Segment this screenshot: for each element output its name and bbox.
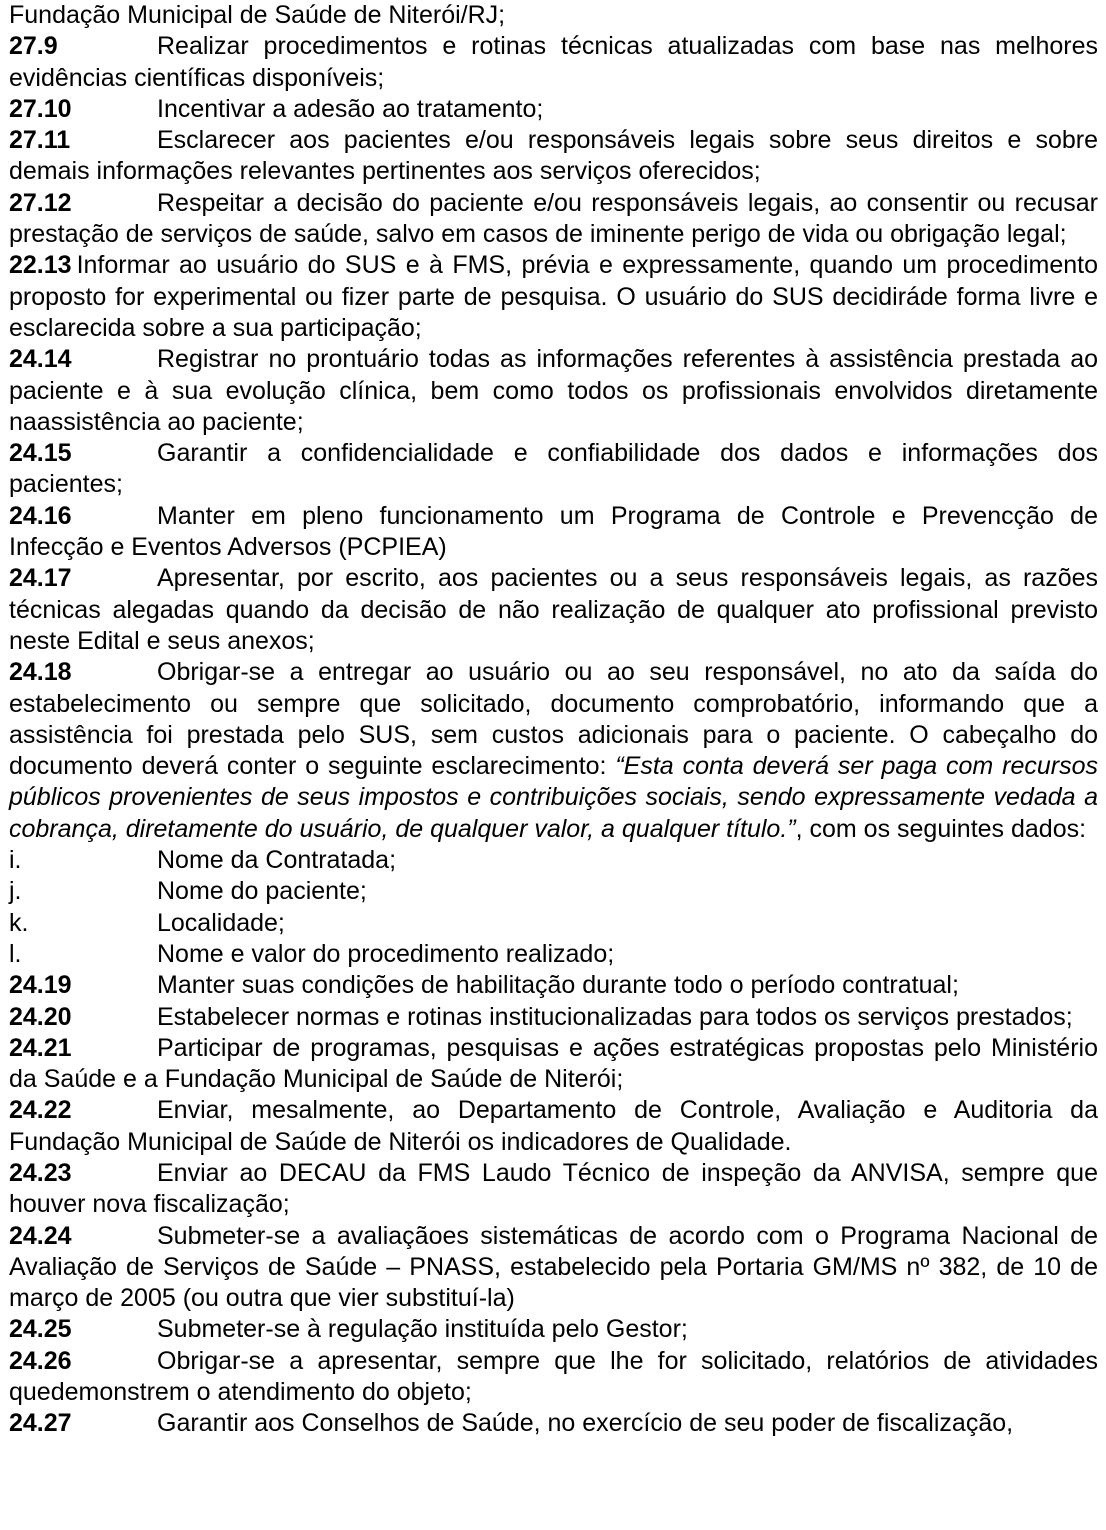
clause-number: 24.27 <box>9 1409 72 1438</box>
clause-quote: “Esta conta deverá ser paga com recursos públicos provenientes de seus impostos e contribuições sociais, sendo expressamente vedada a cobrança, diretamente do usuário, de qualquer valor, a qualquer título.” <box>9 752 1098 843</box>
continuation-line: Fundação Municipal de Saúde de Niterói/RJ; <box>9 1 506 29</box>
sub-item-j <box>9 876 1098 907</box>
clause-text: Incentivar a adesão ao tratamento; <box>157 94 544 123</box>
clause-text: Realizar procedimentos e rotinas técnicas atualizadas com base nas melhores evidências científicas disponíveis; <box>9 32 1098 92</box>
clause-number: 24.23 <box>9 1158 72 1187</box>
sub-item-letter: j. <box>9 877 22 906</box>
clause-24-23 <box>9 1158 1098 1221</box>
clause-number: 24.18 <box>9 658 72 687</box>
clause-24-24 <box>9 1221 1098 1315</box>
clause-number: 24.15 <box>9 439 72 468</box>
sub-item-letter: i. <box>9 846 22 875</box>
sub-item-letter: k. <box>9 908 29 937</box>
clause-number: 24.25 <box>9 1315 72 1344</box>
clause-number: 24.14 <box>9 345 72 374</box>
clause-24-25 <box>9 1314 1098 1345</box>
clause-text: Obrigar-se a entregar ao usuário ou ao seu responsável, no ato da saída do estabelecimento ou sempre que solicitado, documento comprobatório, informando que a assistência foi prestada pelo SUS, sem custos adicionais para o paciente. O cabeçalho do documento deverá conter o seguinte esclarecimento: <box>9 658 1098 781</box>
clause-number: 27.12 <box>9 188 72 217</box>
clause-number: 24.21 <box>9 1033 72 1062</box>
clause-text: Esclarecer aos pacientes e/ou responsáveis legais sobre seus direitos e sobre demais informações relevantes pertinentes aos serviços oferecidos; <box>9 126 1098 186</box>
clause-text: Participar de programas, pesquisas e ações estratégicas propostas pelo Ministério da Saúde e a Fundação Municipal de Saúde de Niterói; <box>9 1033 1098 1094</box>
clause-24-20 <box>9 1002 1098 1033</box>
clause-24-18 <box>9 657 1098 845</box>
clause-text: Estabelecer normas e rotinas institucionalizadas para todos os serviços prestados; <box>157 1002 1073 1031</box>
clause-24-26 <box>9 1346 1098 1409</box>
clause-number: 27.9 <box>9 32 58 61</box>
clause-text: Enviar ao DECAU da FMS Laudo Técnico de inspeção da ANVISA, sempre que houver nova fiscalização; <box>9 1158 1098 1219</box>
clause-tail: , com os seguintes dados: <box>795 814 1087 843</box>
clause-text: Manter em pleno funcionamento um Programa de Controle e Prevencção de Infecção e Eventos Adversos (PCPIEA) <box>9 501 1098 562</box>
clause-number: 24.20 <box>9 1002 72 1031</box>
clause-number: 24.16 <box>9 501 72 530</box>
clause-24-22 <box>9 1095 1098 1158</box>
clause-number: 24.19 <box>9 971 72 1000</box>
clause-text: Submeter-se a avaliaçãoes sistemáticas de acordo com o Programa Nacional de Avaliação de Serviços de Saúde – PNASS, estabelecido pela Portaria GM/MS nº 382, de 10 de março de 2005 (ou outra que vier substituí-la) <box>9 1221 1098 1313</box>
clause-24-16 <box>9 501 1098 564</box>
clause-number: 24.24 <box>9 1221 72 1250</box>
clause-24-19 <box>9 970 1098 1001</box>
sub-item-l <box>9 939 1098 970</box>
clause-text: Garantir a confidencialidade e confiabilidade dos dados e informações dos pacientes; <box>9 439 1098 499</box>
clause-text: Respeitar a decisão do paciente e/ou responsáveis legais, ao consentir ou recusar prestação de serviços de saúde, salvo em casos de iminente perigo de vida ou obrigação legal; <box>9 188 1098 249</box>
sub-item-text: Nome do paciente; <box>157 877 367 906</box>
clause-number: 27.10 <box>9 94 72 123</box>
clause-27-10 <box>9 94 1098 125</box>
sub-item-text: Localidade; <box>157 908 285 937</box>
clause-text: Registrar no prontuário todas as informações referentes à assistência prestada ao paciente e à sua evolução clínica, bem como todos os profissionais envolvidos diretamente naassistência ao paciente; <box>9 345 1098 436</box>
clause-24-14 <box>9 344 1098 438</box>
clause-text: Enviar, mesalmente, ao Departamento de Controle, Avaliação e Auditoria da Fundação Municipal de Saúde de Niterói os indicadores de Qualidade. <box>9 1096 1098 1156</box>
clause-24-17 <box>9 563 1098 657</box>
sub-item-text: Nome da Contratada; <box>157 846 397 875</box>
sub-item-i <box>9 845 1098 876</box>
clause-text: Obrigar-se a apresentar, sempre que lhe for solicitado, relatórios de atividades quedemonstrem o atendimento do objeto; <box>9 1346 1098 1407</box>
sub-item-letter: l. <box>9 939 22 968</box>
clause-27-9 <box>9 31 1098 94</box>
clause-24-27 <box>9 1408 1098 1439</box>
clause-number: 24.22 <box>9 1096 72 1125</box>
clause-number: 22.13 <box>9 251 72 280</box>
clause-text: Apresentar, por escrito, aos pacientes ou a seus responsáveis legais, as razões técnicas alegadas quando da decisão de não realização de qualquer ato profissional previsto neste Edital e seus anexos; <box>9 564 1098 655</box>
sub-item-text: Nome e valor do procedimento realizado; <box>157 939 615 968</box>
clause-text: Manter suas condições de habilitação durante todo o período contratual; <box>157 971 959 1000</box>
clause-27-12 <box>9 188 1098 251</box>
clause-number: 24.26 <box>9 1346 72 1375</box>
clause-number: 24.17 <box>9 564 72 593</box>
clause-24-15 <box>9 438 1098 501</box>
clause-text: Informar ao usuário do SUS e à FMS, prévia e expressamente, quando um procedimento proposto for experimental ou fizer parte de pesquisa. O usuário do SUS decidiráde forma livre e esclarecida sobre a sua participação; <box>9 251 1098 342</box>
clause-24-21 <box>9 1033 1098 1096</box>
clause-number: 27.11 <box>9 126 71 155</box>
clause-text: Submeter-se à regulação instituída pelo Gestor; <box>157 1315 688 1344</box>
clause-27-11 <box>9 125 1098 188</box>
clause-22-13 <box>9 250 1098 344</box>
clause-text: Garantir aos Conselhos de Saúde, no exercício de seu poder de fiscalização, <box>157 1409 1014 1438</box>
sub-item-k <box>9 908 1098 939</box>
